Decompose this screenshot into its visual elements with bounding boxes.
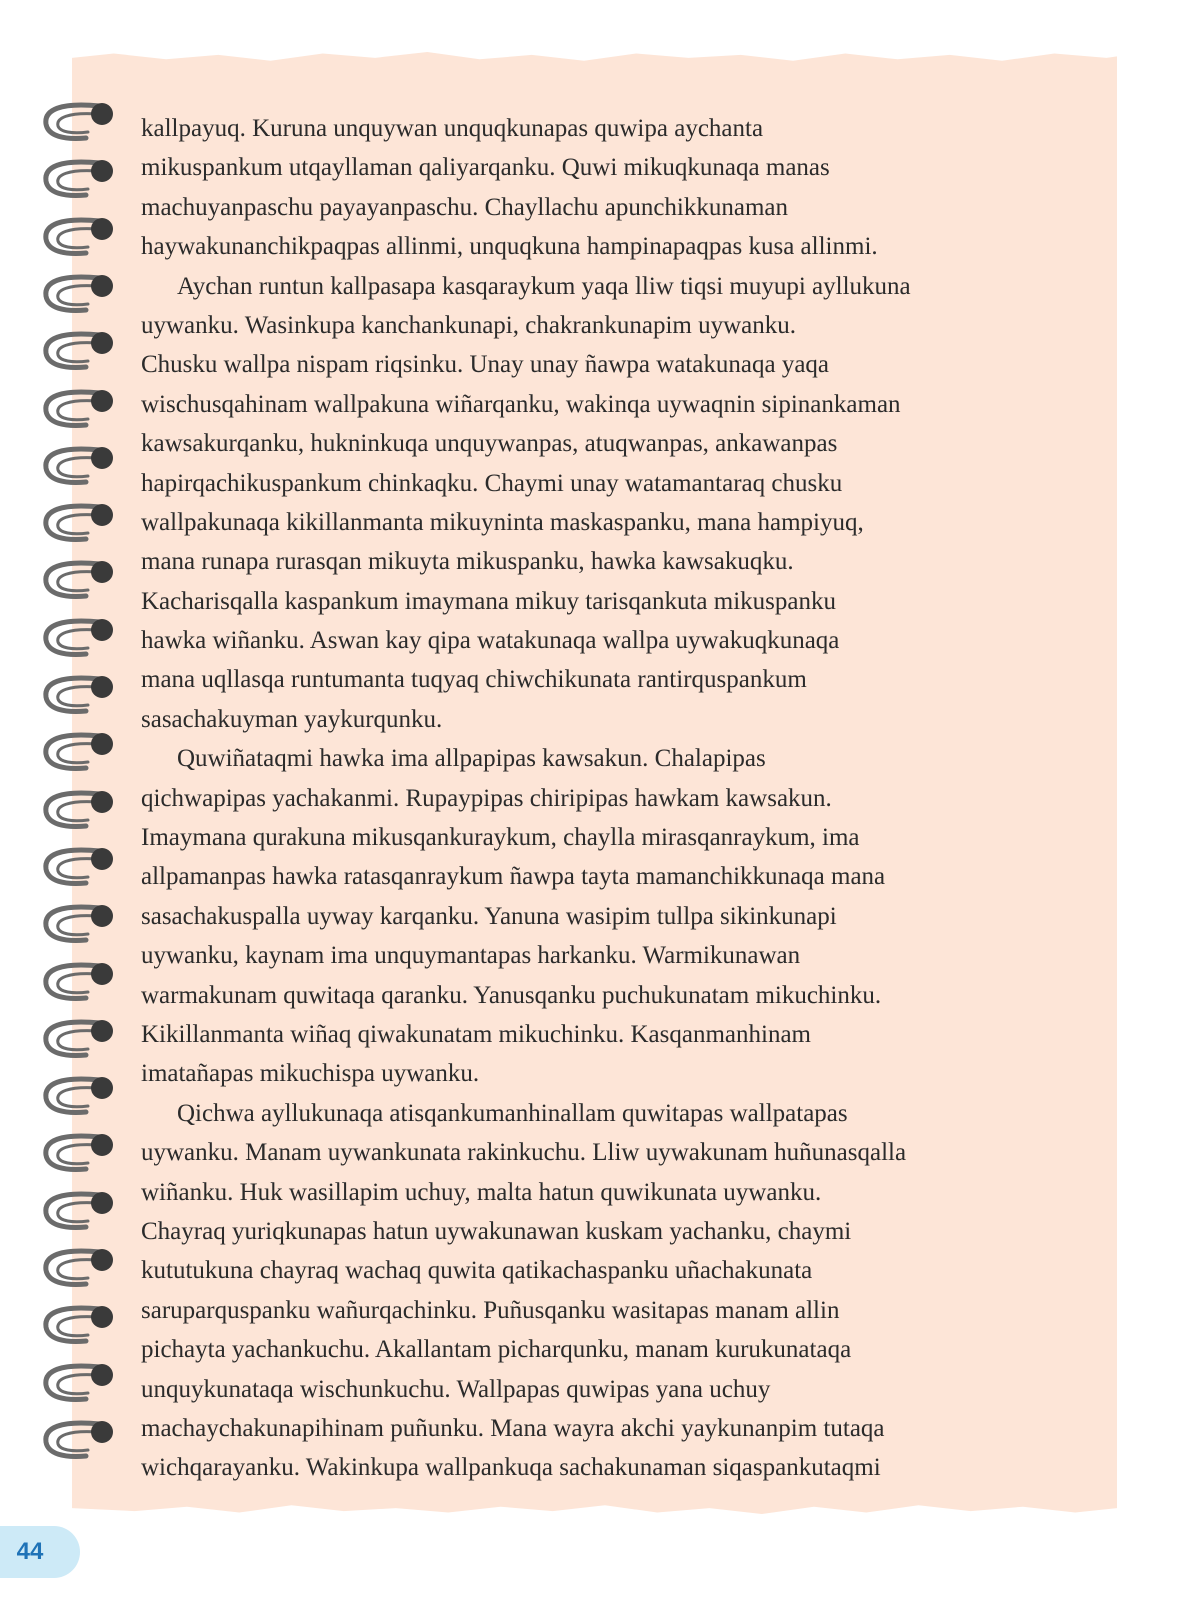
spiral-ring-icon [40,157,120,203]
spiral-ring-icon [40,558,120,604]
text-line: unquykunataqa wischunkuchu. Wallpapas quwipas yana uchuy [141,1375,771,1403]
text-line: kawsakurqanku, hukninkuqa unquywanpas, atuqwanpas, ankawanpas [141,430,838,458]
spiral-ring-icon [40,1131,120,1177]
spiral-ring-icon [40,1074,120,1120]
text-line: wallpakunaqa kikillanmanta mikuyninta maskaspanku, mana hampiyuq, [141,508,864,536]
text-line: Quwiñataqmi hawka ima allpapipas kawsakun. Chalapipas [177,745,766,773]
text-line: mikuspankum utqayllaman qaliyarqanku. Quwi mikuqkunaqa manas [141,154,830,182]
text-line: hapirqachikuspankum chinkaqku. Chaymi unay watamantaraq chusku [141,469,843,497]
text-line: Kacharisqalla kaspankum imaymana mikuy tarisqankuta mikuspanku [141,587,836,615]
spiral-binding [40,100,120,1480]
text-line: sasachakuspalla uyway karqanku. Yanuna wasipim tullpa sikinkunapi [141,902,837,930]
text-line: Chusku wallpa nispam riqsinku. Unay unay ñawpa watakunaqa yaqa [141,351,830,379]
text-line: qichwapipas yachakanmi. Rupaypipas chiripipas hawkam kawsakun. [141,784,832,812]
text-line: hawka wiñanku. Aswan kay qipa watakunaqa wallpa uywakuqkunaqa [141,627,840,655]
spiral-ring-icon [40,1017,120,1063]
text-line: Chayraq yuriqkunapas hatun uywakunawan kuskam yachanku, chaymi [141,1217,852,1245]
text-line: kallpayuq. Kuruna unquywan unquqkunapas quwipa aychanta [141,115,764,142]
text-line: sasachakuyman yaykurqunku. [141,705,443,733]
spiral-ring-icon [40,1361,120,1407]
spiral-ring-icon [40,387,120,433]
spiral-ring-icon [40,788,120,834]
spiral-ring-icon [40,1303,120,1349]
text-line: machuyanpaschu payayanpaschu. Chayllachu apunchikkunaman [141,193,788,221]
text-line: warmakunam quwitaqa qaranku. Yanusqanku puchukunatam mikuchinku. [141,981,882,1009]
spiral-ring-icon [40,215,120,261]
page-number: 44 [16,1538,44,1565]
text-line: Qichwa ayllukunaqa atisqankumanhinallam quwitapas wallpatapas [177,1099,848,1127]
text-line: uywanku, kaynam ima unquymantapas harkanku. Warmikunawan [141,942,801,970]
spiral-ring-icon [40,100,120,146]
spiral-ring-icon [40,501,120,547]
text-line: uywanku. Manam uywankunata rakinkuchu. Lliw uywakunam huñunasqalla [141,1139,907,1167]
text-line: saruparquspanku wañurqachinku. Puñusqanku wasitapas manam allin [141,1296,840,1324]
text-line: uywanku. Wasinkupa kanchankunapi, chakrankunapim uywanku. [141,311,796,339]
spiral-ring-icon [40,902,120,948]
spiral-ring-icon [40,272,120,318]
spiral-ring-icon [40,616,120,662]
spiral-ring-icon [40,1246,120,1292]
text-line: pichayta yachankuchu. Akallantam picharqunku, manam kurukunataqa [141,1336,852,1364]
spiral-ring-icon [40,1189,120,1235]
text-line: machaychakunapihinam puñunku. Mana wayra akchi yaykunanpim tutaqa [141,1414,885,1442]
text-line: Aychan runtun kallpasapa kasqaraykum yaqa lliw tiqsi muyupi ayllukuna [177,272,911,300]
spiral-ring-icon [40,1418,120,1464]
spiral-ring-icon [40,444,120,490]
text-line: kututukuna chayraq wachaq quwita qatikachaspanku uñachakunata [141,1257,813,1285]
text-line: Kikillanmanta wiñaq qiwakunatam mikuchinku. Kasqanmanhinam [141,1020,811,1048]
text-line: mana uqllasqa runtumanta tuqyaq chiwchikunata rantirquspankum [141,666,807,694]
text-line: wiñanku. Huk wasillapim uchuy, malta hatun quwikunata uywanku. [141,1178,822,1206]
text-line: imatañapas mikuchispa uywanku. [141,1060,480,1088]
spiral-ring-icon [40,960,120,1006]
page-number-tab [0,1526,80,1578]
text-line: allpamanpas hawka ratasqanraykum ñawpa tayta mamanchikkunaqa mana [141,863,886,891]
text-line: mana runapa rurasqan mikuyta mikuspanku, hawka kawsakuqku. [141,548,794,576]
text-line: haywakunanchikpaqpas allinmi, unquqkuna hampinapaqpas kusa allinmi. [141,233,878,261]
spiral-ring-icon [40,730,120,776]
spiral-ring-icon [40,845,120,891]
text-line: Imaymana qurakuna mikusqankuraykum, chaylla mirasqanraykum, ima [141,824,860,852]
spiral-ring-icon [40,673,120,719]
body-text [141,109,1081,1488]
text-line: wischusqahinam wallpakuna wiñarqanku, wakinqa uywaqnin sipinankaman [141,390,901,418]
text-line: wichqarayanku. Wakinkupa wallpankuqa sachakunaman siqaspankutaqmi [141,1454,881,1482]
spiral-ring-icon [40,329,120,375]
